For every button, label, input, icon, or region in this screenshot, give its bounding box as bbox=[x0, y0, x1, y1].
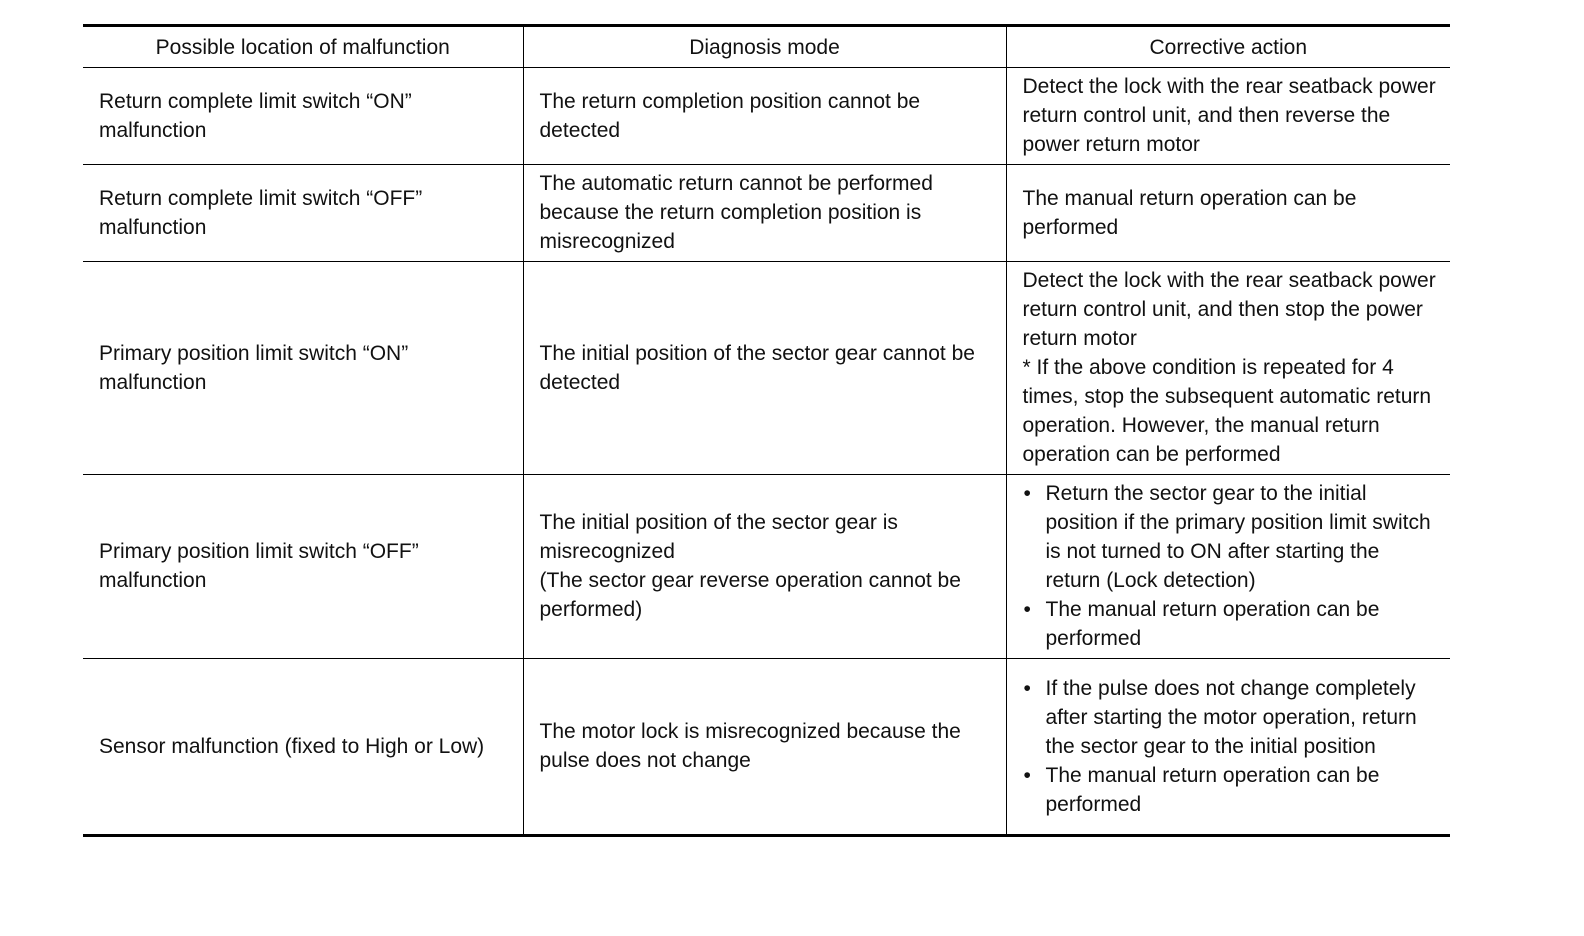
action-cell: The manual return operation can be performed bbox=[1006, 165, 1450, 262]
action-bullet-item: • Return the sector gear to the initial position if the primary position limit switch is not turned to ON after starting the return (Lock detection) bbox=[1023, 479, 1441, 595]
diagnosis-cell: The initial position of the sector gear cannot be detected bbox=[523, 262, 1006, 475]
action-cell: Detect the lock with the rear seatback power return control unit, and then reverse the power return motor bbox=[1006, 68, 1450, 165]
header-diagnosis: Diagnosis mode bbox=[523, 26, 1006, 68]
diagnosis-text: The initial position of the sector gear is misrecognized bbox=[539, 511, 898, 563]
location-cell: Sensor malfunction (fixed to High or Low) bbox=[83, 659, 523, 836]
action-note: * If the above condition is repeated for 4 times, stop the subsequent automatic return operation. However, the manual return operation can be performed bbox=[1022, 356, 1432, 466]
diagnosis-cell: The automatic return cannot be performed because the return completion position is misrecognized bbox=[523, 165, 1006, 262]
location-cell: Return complete limit switch “OFF” malfunction bbox=[83, 165, 523, 262]
diagnosis-cell: The motor lock is misrecognized because the pulse does not change bbox=[523, 659, 1006, 836]
action-text: Detect the lock with the rear seatback power return control unit, and then stop the power return motor bbox=[1022, 269, 1436, 350]
action-bullet-list bbox=[1023, 674, 1441, 819]
location-cell: Primary position limit switch “OFF” malfunction bbox=[83, 475, 523, 659]
header-location: Possible location of malfunction bbox=[83, 26, 523, 68]
header-row bbox=[83, 26, 1450, 68]
action-cell bbox=[1006, 659, 1450, 836]
action-bullet-item: • If the pulse does not change completely after starting the motor operation, return the sector gear to the initial position bbox=[1023, 674, 1441, 761]
malfunction-table-container bbox=[83, 24, 1450, 837]
table-row bbox=[83, 262, 1450, 475]
table-row bbox=[83, 475, 1450, 659]
action-cell bbox=[1006, 262, 1450, 475]
action-bullet-item: • The manual return operation can be performed bbox=[1023, 761, 1441, 819]
location-cell: Primary position limit switch “ON” malfunction bbox=[83, 262, 523, 475]
action-bullet-list bbox=[1023, 479, 1441, 653]
action-cell bbox=[1006, 475, 1450, 659]
action-bullet-item: • The manual return operation can be performed bbox=[1023, 595, 1441, 653]
diagnosis-cell: The return completion position cannot be detected bbox=[523, 68, 1006, 165]
diagnosis-cell bbox=[523, 475, 1006, 659]
malfunction-table bbox=[83, 24, 1450, 837]
location-cell: Return complete limit switch “ON” malfunction bbox=[83, 68, 523, 165]
diagnosis-note: (The sector gear reverse operation cannot be performed) bbox=[539, 569, 961, 621]
table-row bbox=[83, 68, 1450, 165]
table-row bbox=[83, 659, 1450, 836]
table-row bbox=[83, 165, 1450, 262]
header-action: Corrective action bbox=[1006, 26, 1450, 68]
